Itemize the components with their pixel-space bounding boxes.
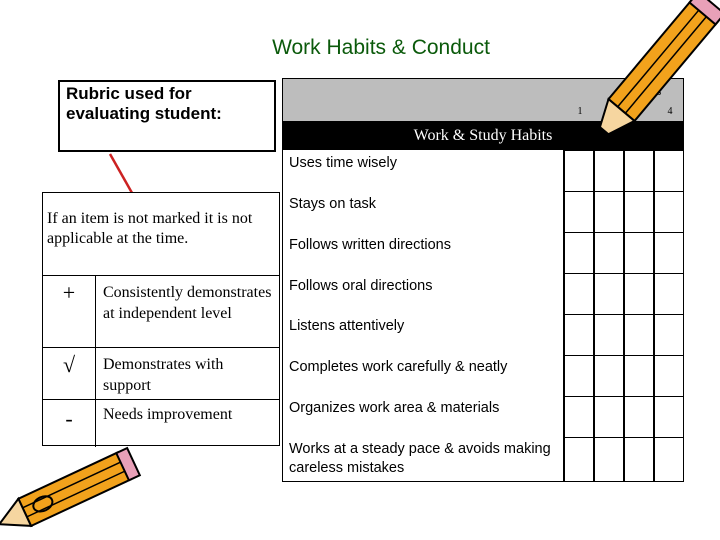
quarter-cell[interactable] — [594, 273, 624, 315]
quarter-cell[interactable] — [564, 191, 594, 233]
rubric-heading-box — [58, 80, 276, 152]
legend-note: If an item is not marked it is not applicable at the time. — [47, 210, 253, 247]
quarter-cell[interactable] — [564, 273, 594, 315]
rubric-heading: Rubric used for evaluating student: — [66, 84, 222, 123]
quarter-cell[interactable] — [594, 396, 624, 438]
minus-symbol: - — [65, 406, 73, 431]
plus-symbol: + — [62, 280, 76, 305]
quarter-cell[interactable] — [624, 314, 654, 356]
quarter-cell[interactable] — [564, 437, 594, 482]
quarter-cell[interactable] — [654, 232, 684, 274]
habit-row: Completes work carefully & neatly — [289, 359, 508, 375]
quarter-cell[interactable] — [594, 232, 624, 274]
quarter-cell[interactable] — [594, 191, 624, 233]
quarter-cell[interactable] — [624, 437, 654, 482]
quarter-cell[interactable] — [654, 355, 684, 397]
quarter-checkboxes — [564, 150, 684, 482]
quarter-cell[interactable] — [624, 396, 654, 438]
quarter-cell[interactable] — [624, 191, 654, 233]
section-header: Work & Study Habits — [282, 122, 684, 150]
quarter-cell[interactable] — [594, 314, 624, 356]
quarter-cell[interactable] — [654, 314, 684, 356]
quarter-cell[interactable] — [654, 437, 684, 482]
habit-row: Follows written directions — [289, 237, 451, 253]
quarter-cell[interactable] — [564, 396, 594, 438]
quarter-cell[interactable] — [564, 355, 594, 397]
habit-row: Organizes work area & materials — [289, 400, 500, 416]
quarter-cell[interactable] — [594, 437, 624, 482]
quarter-cell[interactable] — [654, 273, 684, 315]
pencil-icon — [576, 0, 720, 160]
pencil-icon — [0, 440, 150, 540]
quarter-cell[interactable] — [624, 273, 654, 315]
habits-column — [282, 150, 564, 482]
habit-row: Stays on task — [289, 196, 377, 212]
quarter-header: 4 — [667, 106, 673, 117]
page-title: Work Habits & Conduct — [272, 36, 490, 59]
check-symbol: √ — [62, 352, 76, 377]
legend-item — [43, 275, 279, 348]
quarter-cell[interactable] — [654, 191, 684, 233]
quarter-header: 1 — [577, 106, 583, 117]
rubric-legend — [42, 192, 280, 446]
legend-item-text: Consistently demonstrates at independent level — [103, 284, 272, 322]
quarter-cell[interactable] — [594, 355, 624, 397]
quarter-cell[interactable] — [624, 355, 654, 397]
legend-item-text: Needs improvement — [103, 406, 233, 423]
quarter-cell[interactable] — [564, 314, 594, 356]
legend-item-text: Demonstrates with support — [103, 356, 224, 394]
habit-row: Uses time wisely — [289, 155, 397, 171]
habit-row: Follows oral directions — [289, 278, 433, 294]
quarter-cell[interactable] — [564, 232, 594, 274]
habit-row: Works at a steady pace & avoids making careless mistakes — [289, 441, 551, 476]
quarter-cell[interactable] — [624, 232, 654, 274]
quarter-cell[interactable] — [654, 396, 684, 438]
legend-item — [43, 347, 279, 400]
habit-row: Listens attentively — [289, 318, 405, 334]
